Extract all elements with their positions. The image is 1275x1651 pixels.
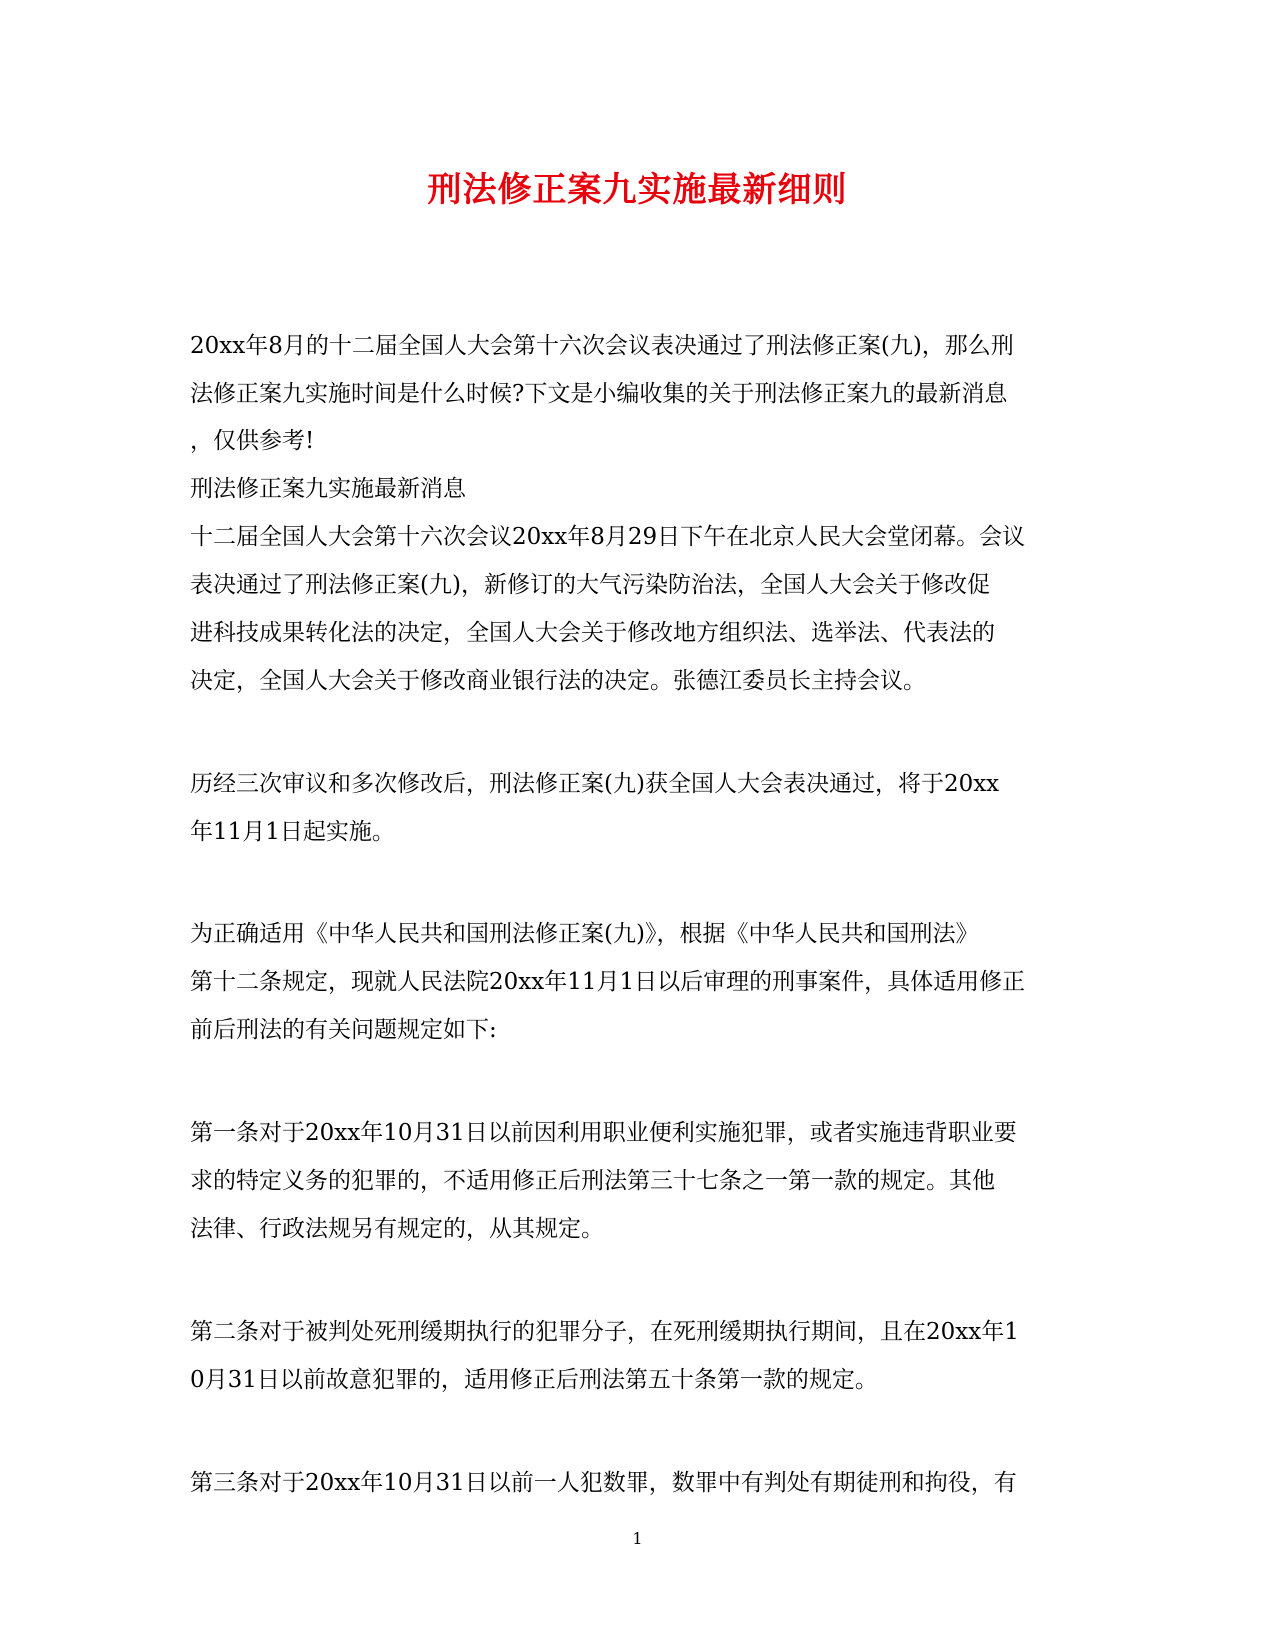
section-heading: 刑法修正案九实施最新消息	[190, 476, 466, 502]
body-line: 法律、行政法规另有规定的，从其规定。	[190, 1216, 604, 1242]
body-line: 20xx年8月的十二届全国人大会第十六次会议表决通过了刑法修正案(九)，那么刑	[190, 333, 1014, 359]
body-line: 表决通过了刑法修正案(九)，新修订的大气污染防治法，全国人大会关于修改促	[190, 572, 990, 598]
body-line: 决定，全国人大会关于修改商业银行法的决定。张德江委员长主持会议。	[190, 668, 926, 694]
body-line: 十二届全国人大会第十六次会议20xx年8月29日下午在北京人民大会堂闭幕。会议	[190, 524, 1026, 550]
body-line: 进科技成果转化法的决定，全国人大会关于修改地方组织法、选举法、代表法的	[190, 620, 995, 646]
page-number: 1	[632, 1529, 643, 1548]
body-line: 第三条对于20xx年10月31日以前一人犯数罪，数罪中有判处有期徒刑和拘役，有	[190, 1470, 1017, 1496]
body-line: ，仅供参考!	[190, 428, 315, 454]
body-line: 第二条对于被判处死刑缓期执行的犯罪分子，在死刑缓期执行期间，且在20xx年1	[190, 1319, 1019, 1345]
body-line: 0月31日以前故意犯罪的，适用修正后刑法第五十条第一款的规定。	[190, 1367, 878, 1393]
body-line: 历经三次审议和多次修改后，刑法修正案(九)获全国人大会表决通过，将于20xx	[190, 771, 1000, 797]
body-line: 为正确适用《中华人民共和国刑法修正案(九)》，根据《中华人民共和国刑法》	[190, 921, 979, 947]
body-line: 法修正案九实施时间是什么时候?下文是小编收集的关于刑法修正案九的最新消息	[190, 381, 1008, 407]
body-line: 前后刑法的有关问题规定如下:	[190, 1017, 497, 1043]
body-line: 第十二条规定，现就人民法院20xx年11月1日以后审理的刑事案件，具体适用修正	[190, 969, 1026, 995]
body-line: 年11月1日起实施。	[190, 819, 395, 845]
body-line: 第一条对于20xx年10月31日以前因利用职业便利实施犯罪，或者实施违背职业要	[190, 1120, 1017, 1146]
body-line: 求的特定义务的犯罪的，不适用修正后刑法第三十七条之一第一款的规定。其他	[190, 1168, 995, 1194]
page-title: 刑法修正案九实施最新细则	[427, 170, 848, 210]
